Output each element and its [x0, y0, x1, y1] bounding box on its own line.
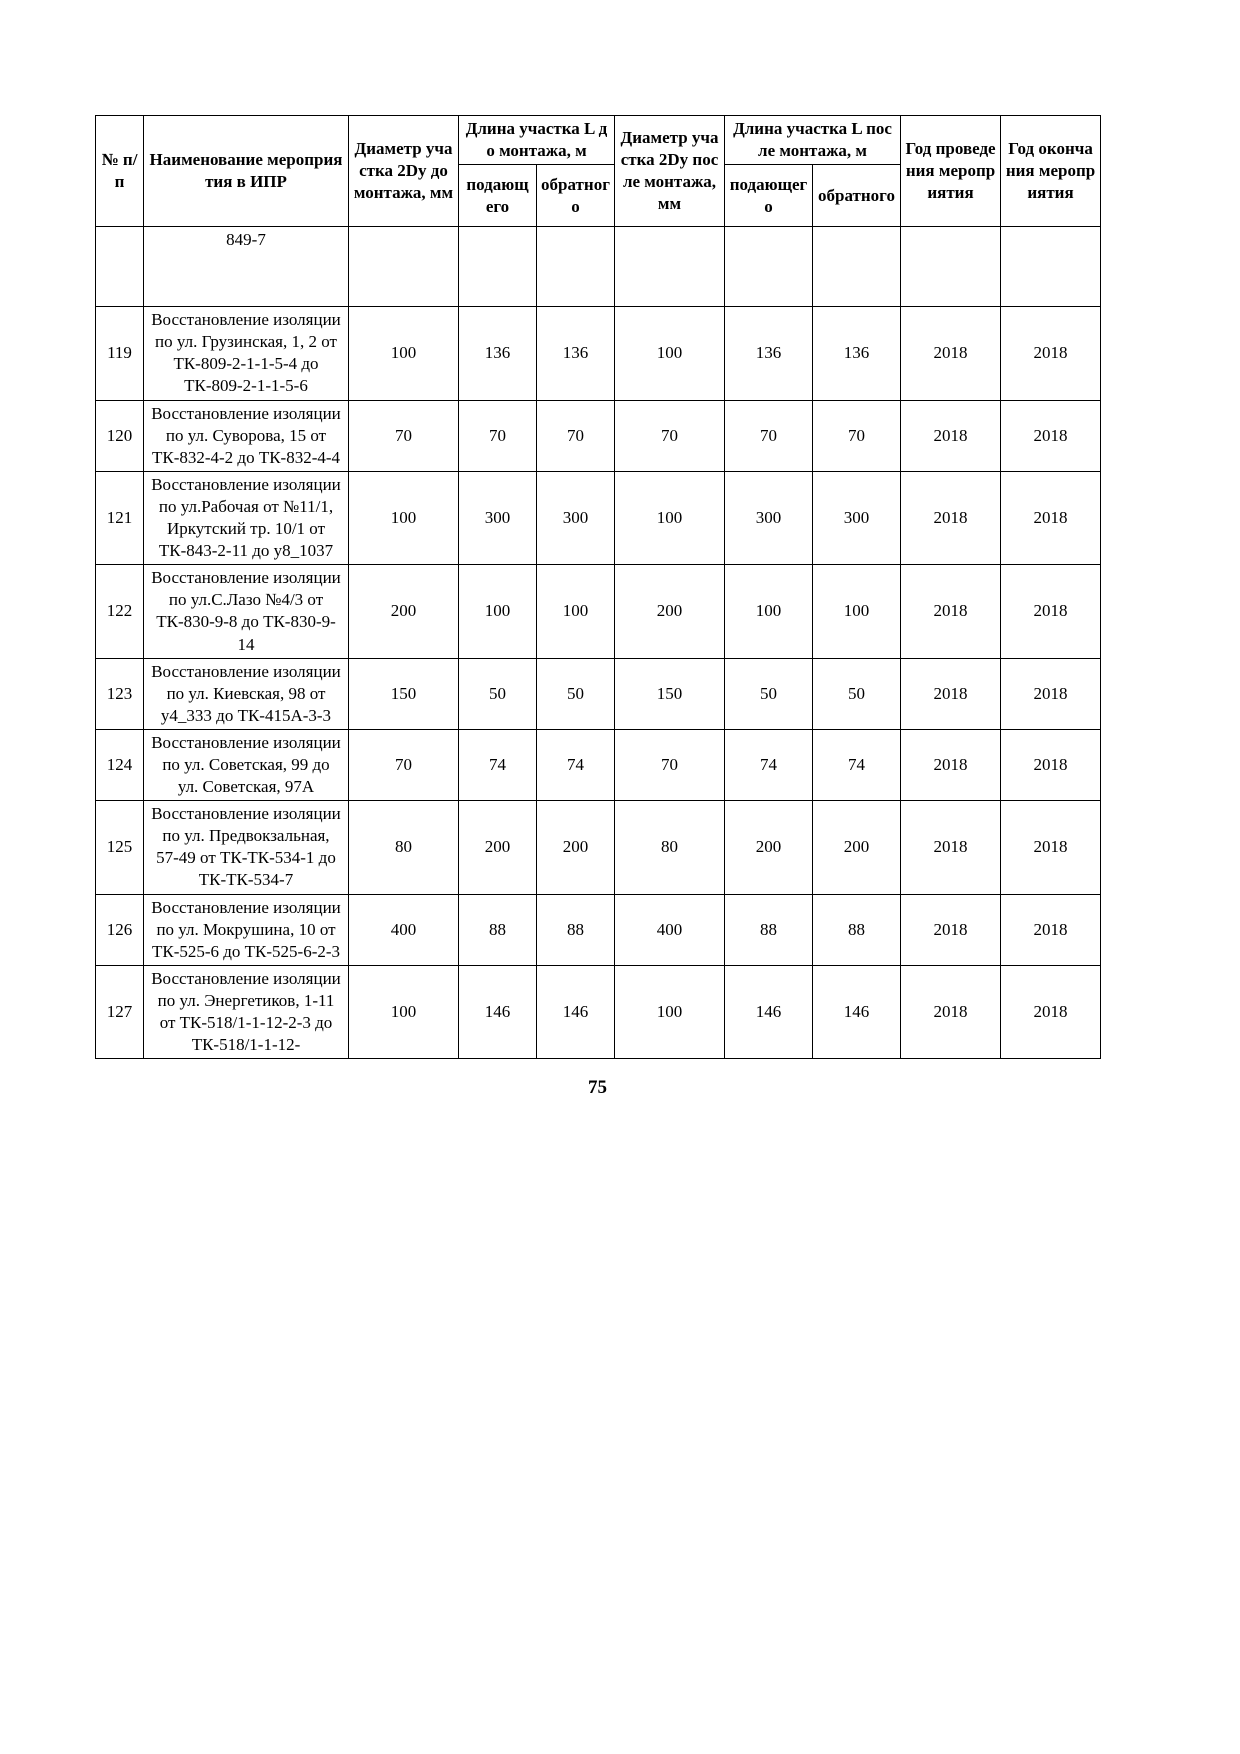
- cell-len-after-supply: 88: [725, 894, 813, 965]
- header-length-before-return: обратного: [537, 165, 615, 227]
- cell-num: 125: [96, 801, 144, 894]
- header-length-after-group: Длина участка L после монтажа, м: [725, 116, 901, 165]
- cell-name: Восстановление изоляции по ул. Суворова, 15 от ТК-832-4-2 до ТК-832-4-4: [144, 400, 349, 471]
- cell-year-end: 2018: [1001, 965, 1101, 1058]
- cell-dia-before: 200: [349, 565, 459, 658]
- cell-len-after-supply: 146: [725, 965, 813, 1058]
- cell-num: [96, 227, 144, 307]
- cell-year-start: 2018: [901, 894, 1001, 965]
- cell-year-start: 2018: [901, 471, 1001, 564]
- cell-len-after-return: [813, 227, 901, 307]
- cell-name: 849-7: [144, 227, 349, 307]
- cell-len-after-supply: 70: [725, 400, 813, 471]
- table-body: [96, 227, 1101, 1059]
- cell-num: 127: [96, 965, 144, 1058]
- cell-len-after-return: 300: [813, 471, 901, 564]
- measures-table: [95, 115, 1101, 1059]
- cell-num: 122: [96, 565, 144, 658]
- cell-name: Восстановление изоляции по ул. Предвокзальная, 57-49 от ТК-ТК-534-1 до ТК-ТК-534-7: [144, 801, 349, 894]
- cell-year-start: 2018: [901, 307, 1001, 400]
- cell-year-end: 2018: [1001, 565, 1101, 658]
- cell-dia-after: 100: [615, 307, 725, 400]
- cell-year-end: 2018: [1001, 400, 1101, 471]
- cell-dia-before: 150: [349, 658, 459, 729]
- cell-len-before-supply: 88: [459, 894, 537, 965]
- cell-dia-after: 100: [615, 471, 725, 564]
- cell-len-before-supply: 100: [459, 565, 537, 658]
- cell-dia-before: 400: [349, 894, 459, 965]
- cell-num: 121: [96, 471, 144, 564]
- cell-year-end: 2018: [1001, 729, 1101, 800]
- cell-len-before-return: 50: [537, 658, 615, 729]
- cell-dia-after: [615, 227, 725, 307]
- cell-len-after-supply: 200: [725, 801, 813, 894]
- header-length-after-supply: подающего: [725, 165, 813, 227]
- cell-dia-after: 400: [615, 894, 725, 965]
- cell-num: 120: [96, 400, 144, 471]
- cell-len-before-supply: 146: [459, 965, 537, 1058]
- cell-len-after-return: 146: [813, 965, 901, 1058]
- cell-year-start: 2018: [901, 965, 1001, 1058]
- cell-year-end: 2018: [1001, 894, 1101, 965]
- table-row: [96, 227, 1101, 307]
- cell-len-before-return: 88: [537, 894, 615, 965]
- cell-dia-after: 70: [615, 729, 725, 800]
- cell-len-before-return: 200: [537, 801, 615, 894]
- cell-year-start: 2018: [901, 400, 1001, 471]
- header-length-after-return: обратного: [813, 165, 901, 227]
- cell-len-after-supply: 136: [725, 307, 813, 400]
- cell-len-after-supply: [725, 227, 813, 307]
- cell-len-after-supply: 50: [725, 658, 813, 729]
- cell-len-before-supply: 50: [459, 658, 537, 729]
- cell-dia-after: 80: [615, 801, 725, 894]
- header-row-groups: [96, 116, 1101, 165]
- cell-len-after-return: 88: [813, 894, 901, 965]
- cell-len-after-return: 200: [813, 801, 901, 894]
- cell-year-start: 2018: [901, 565, 1001, 658]
- cell-name: Восстановление изоляции по ул.Рабочая от №11/1, Иркутский тр. 10/1 от ТК-843-2-11 до у8_1037: [144, 471, 349, 564]
- cell-len-before-supply: [459, 227, 537, 307]
- cell-num: 126: [96, 894, 144, 965]
- cell-len-before-supply: 74: [459, 729, 537, 800]
- cell-year-start: 2018: [901, 729, 1001, 800]
- cell-len-after-return: 136: [813, 307, 901, 400]
- header-num: № п/п: [96, 116, 144, 227]
- header-name: Наименование мероприятия в ИПР: [144, 116, 349, 227]
- table-header: [96, 116, 1101, 227]
- cell-year-end: [1001, 227, 1101, 307]
- cell-name: Восстановление изоляции по ул. Грузинская, 1, 2 от ТК-809-2-1-1-5-4 до ТК-809-2-1-1-5-6: [144, 307, 349, 400]
- table-row: [96, 471, 1101, 564]
- cell-dia-before: 100: [349, 471, 459, 564]
- cell-len-before-return: 146: [537, 965, 615, 1058]
- cell-dia-after: 100: [615, 965, 725, 1058]
- cell-len-after-supply: 74: [725, 729, 813, 800]
- cell-len-after-return: 74: [813, 729, 901, 800]
- cell-year-start: 2018: [901, 801, 1001, 894]
- cell-year-end: 2018: [1001, 658, 1101, 729]
- cell-dia-before: 70: [349, 400, 459, 471]
- cell-len-before-return: 74: [537, 729, 615, 800]
- table-row: [96, 400, 1101, 471]
- cell-year-start: [901, 227, 1001, 307]
- cell-dia-before: 100: [349, 965, 459, 1058]
- header-length-before-supply: подающего: [459, 165, 537, 227]
- cell-year-start: 2018: [901, 658, 1001, 729]
- cell-len-before-return: 100: [537, 565, 615, 658]
- cell-len-before-supply: 70: [459, 400, 537, 471]
- cell-dia-before: [349, 227, 459, 307]
- table-row: [96, 658, 1101, 729]
- cell-num: 119: [96, 307, 144, 400]
- header-year-end: Год окончания мероприятия: [1001, 116, 1101, 227]
- cell-name: Восстановление изоляции по ул. Киевская, 98 от у4_333 до ТК-415А-3-3: [144, 658, 349, 729]
- cell-year-end: 2018: [1001, 471, 1101, 564]
- cell-dia-before: 80: [349, 801, 459, 894]
- cell-len-after-supply: 300: [725, 471, 813, 564]
- cell-len-before-supply: 300: [459, 471, 537, 564]
- cell-dia-before: 100: [349, 307, 459, 400]
- table-row: [96, 565, 1101, 658]
- cell-len-before-supply: 136: [459, 307, 537, 400]
- header-diameter-before: Диаметр участка 2Dy до монтажа, мм: [349, 116, 459, 227]
- cell-dia-after: 200: [615, 565, 725, 658]
- table-row: [96, 307, 1101, 400]
- cell-len-after-return: 50: [813, 658, 901, 729]
- cell-name: Восстановление изоляции по ул.С.Лазо №4/3 от ТК-830-9-8 до ТК-830-9-14: [144, 565, 349, 658]
- cell-name: Восстановление изоляции по ул. Энергетиков, 1-11 от ТК-518/1-1-12-2-3 до ТК-518/1-1-12-: [144, 965, 349, 1058]
- cell-num: 123: [96, 658, 144, 729]
- cell-dia-after: 150: [615, 658, 725, 729]
- header-year-start: Год проведения мероприятия: [901, 116, 1001, 227]
- cell-len-before-return: [537, 227, 615, 307]
- cell-len-before-return: 300: [537, 471, 615, 564]
- table-row: [96, 894, 1101, 965]
- cell-year-end: 2018: [1001, 307, 1101, 400]
- cell-len-before-return: 136: [537, 307, 615, 400]
- table-row: [96, 729, 1101, 800]
- cell-len-after-supply: 100: [725, 565, 813, 658]
- page-number: 75: [588, 1077, 607, 1099]
- cell-year-end: 2018: [1001, 801, 1101, 894]
- cell-name: Восстановление изоляции по ул. Мокрушина, 10 от ТК-525-6 до ТК-525-6-2-3: [144, 894, 349, 965]
- cell-len-before-return: 70: [537, 400, 615, 471]
- cell-num: 124: [96, 729, 144, 800]
- cell-len-after-return: 70: [813, 400, 901, 471]
- cell-len-after-return: 100: [813, 565, 901, 658]
- cell-dia-after: 70: [615, 400, 725, 471]
- header-length-before-group: Длина участка L до монтажа, м: [459, 116, 615, 165]
- table-row: [96, 801, 1101, 894]
- cell-dia-before: 70: [349, 729, 459, 800]
- cell-name: Восстановление изоляции по ул. Советская, 99 до ул. Советская, 97А: [144, 729, 349, 800]
- table-row: [96, 965, 1101, 1058]
- cell-len-before-supply: 200: [459, 801, 537, 894]
- header-diameter-after: Диаметр участка 2Dy после монтажа, мм: [615, 116, 725, 227]
